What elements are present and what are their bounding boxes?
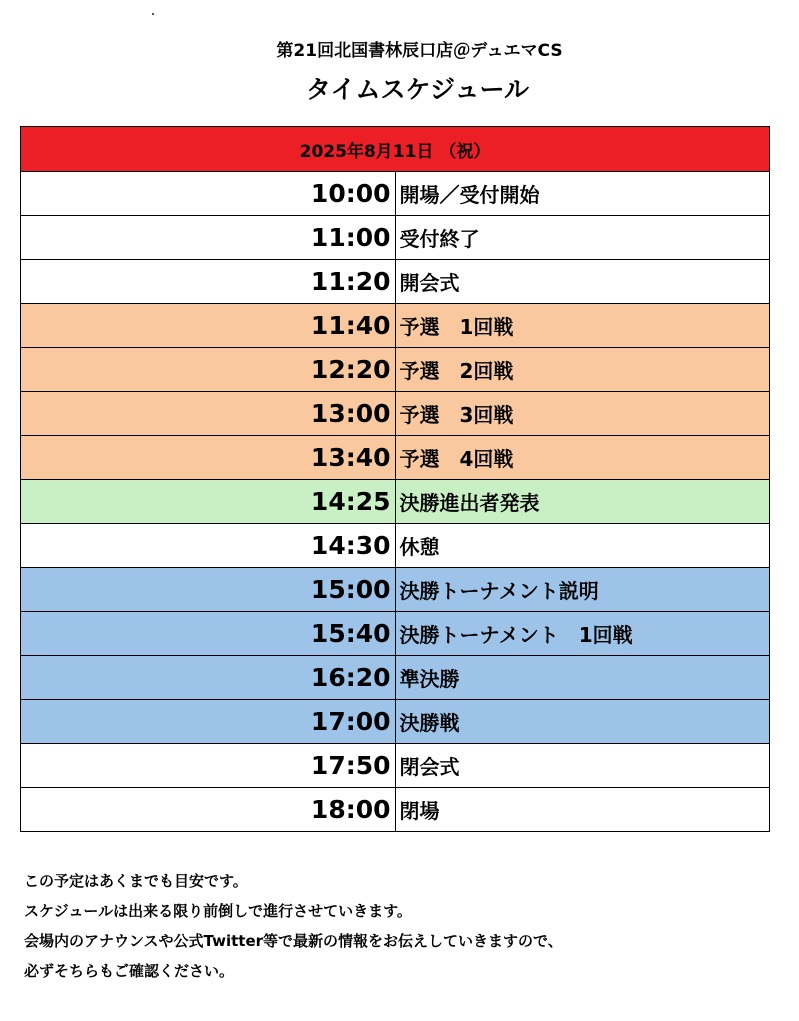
- row-event: 予選 1回戦: [395, 304, 770, 348]
- row-event: 予選 4回戦: [395, 436, 770, 480]
- date-row: [21, 127, 770, 172]
- schedule-row: [21, 216, 770, 260]
- schedule-row: [21, 348, 770, 392]
- row-event: 予選 3回戦: [395, 392, 770, 436]
- row-time: 13:40: [21, 436, 396, 480]
- schedule-row: [21, 612, 770, 656]
- row-event: 開会式: [395, 260, 770, 304]
- notes: [24, 866, 784, 986]
- row-event: 閉会式: [395, 744, 770, 788]
- schedule-row: [21, 568, 770, 612]
- row-time: 14:25: [21, 480, 396, 524]
- row-time: 16:20: [21, 656, 396, 700]
- row-event: 決勝進出者発表: [395, 480, 770, 524]
- row-time: 11:20: [21, 260, 396, 304]
- row-event: 閉場: [395, 788, 770, 832]
- row-time: 15:00: [21, 568, 396, 612]
- row-event: 決勝トーナメント説明: [395, 568, 770, 612]
- row-time: 13:00: [21, 392, 396, 436]
- row-event: 受付終了: [395, 216, 770, 260]
- schedule-row: [21, 392, 770, 436]
- row-time: 11:00: [21, 216, 396, 260]
- row-time: 18:00: [21, 788, 396, 832]
- row-event: 予選 2回戦: [395, 348, 770, 392]
- schedule-row: [21, 304, 770, 348]
- schedule-heading: タイムスケジュール: [305, 75, 529, 104]
- note-line: この予定はあくまでも目安です。: [24, 872, 248, 890]
- row-event: 開場／受付開始: [395, 172, 770, 216]
- row-event: 決勝戦: [395, 700, 770, 744]
- stray-dot: [152, 13, 154, 15]
- row-time: 11:40: [21, 304, 396, 348]
- row-event: 決勝トーナメント 1回戦: [395, 612, 770, 656]
- schedule-row: [21, 480, 770, 524]
- row-time: 17:50: [21, 744, 396, 788]
- note-line: スケジュールは出来る限り前倒しで進行させていきます。: [24, 902, 412, 920]
- schedule-row: [21, 260, 770, 304]
- event-date: 2025年8月11日 （祝）: [21, 127, 770, 172]
- row-time: 17:00: [21, 700, 396, 744]
- schedule-row: [21, 656, 770, 700]
- schedule-row: [21, 788, 770, 832]
- schedule-table: [20, 126, 770, 832]
- row-time: 12:20: [21, 348, 396, 392]
- row-event: 準決勝: [395, 656, 770, 700]
- schedule-row: [21, 524, 770, 568]
- note-line: 会場内のアナウンスや公式Twitter等で最新の情報をお伝えしていきますので、: [24, 932, 563, 950]
- row-time: 14:30: [21, 524, 396, 568]
- schedule-row: [21, 172, 770, 216]
- note-line: 必ずそちらもご確認ください。: [24, 962, 235, 980]
- schedule-row: [21, 744, 770, 788]
- event-title: 第21回北国書林辰口店＠デュエマCS: [276, 41, 563, 61]
- row-time: 15:40: [21, 612, 396, 656]
- schedule-row: [21, 436, 770, 480]
- schedule-row: [21, 700, 770, 744]
- row-event: 休憩: [395, 524, 770, 568]
- row-time: 10:00: [21, 172, 396, 216]
